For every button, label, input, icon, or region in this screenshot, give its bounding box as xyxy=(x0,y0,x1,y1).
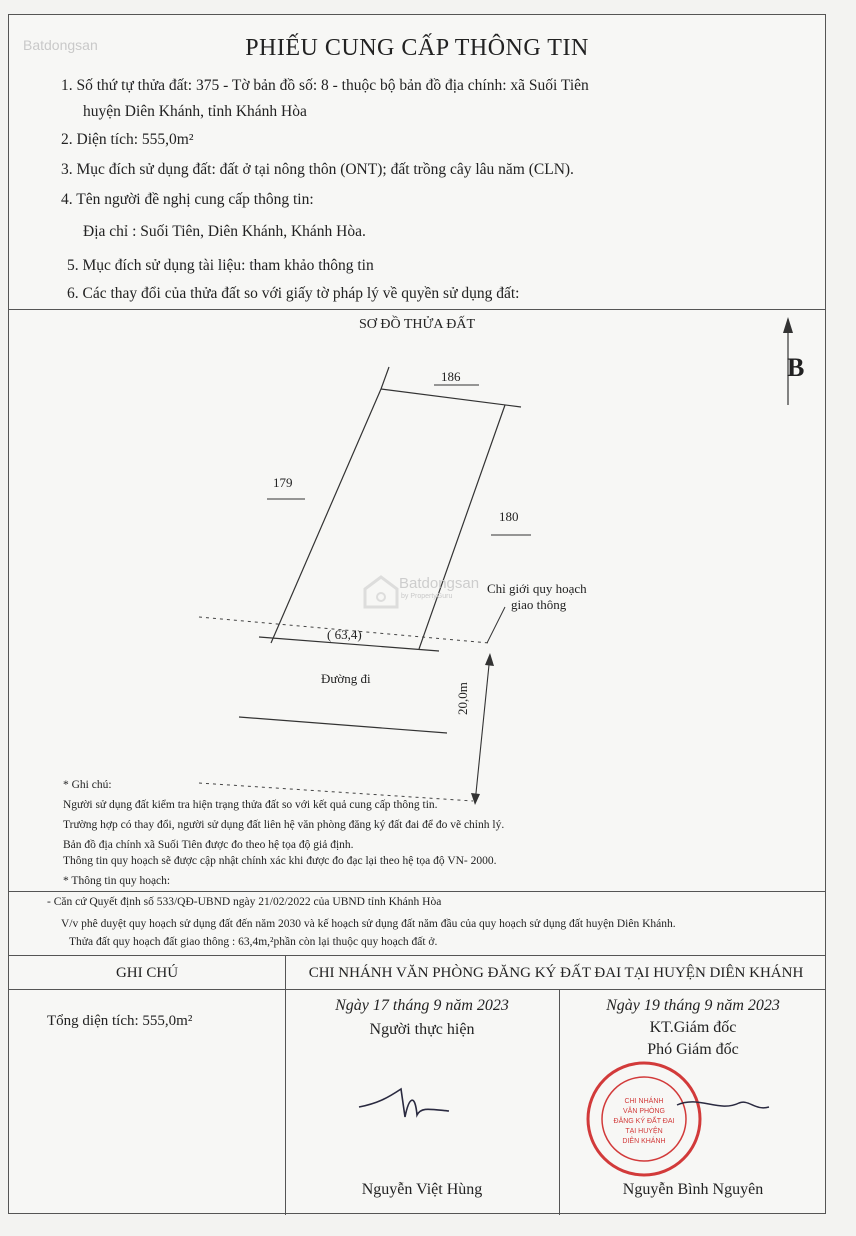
official-stamp-icon xyxy=(569,1055,809,1185)
frontage-label: ( 63,4) xyxy=(327,627,362,642)
info-line-6: 6. Các thay đổi của thửa đất so với giấy tờ pháp lý về quyền sử dụng đất: xyxy=(67,285,520,302)
parcel-right xyxy=(419,405,505,649)
svg-text:ĐĂNG KÝ ĐẤT ĐAI: ĐĂNG KÝ ĐẤT ĐAI xyxy=(613,1118,675,1125)
svg-text:DIÊN KHÁNH: DIÊN KHÁNH xyxy=(622,1138,666,1145)
document-title: PHIẾU CUNG CẤP THÔNG TIN xyxy=(245,35,589,61)
info-line-1: 1. Số thứ tự thửa đất: 375 - Tờ bản đồ số: 8 - thuộc bộ bản đồ địa chính: xã Suối Tiên xyxy=(61,77,589,94)
document-sheet xyxy=(8,14,826,1214)
footer-top-border xyxy=(9,955,825,956)
road-label: Đường đi xyxy=(321,671,371,686)
road-line xyxy=(239,717,447,733)
neighbor-parcel-186: 186 xyxy=(441,369,461,384)
neighbor-parcel-180: 180 xyxy=(499,509,519,524)
signature-performer-icon xyxy=(349,1067,469,1137)
planning-boundary-label-2: giao thông xyxy=(511,597,567,612)
ghichu-heading: GHI CHÚ xyxy=(115,965,179,981)
name-director: Nguyễn Bình Nguyên xyxy=(622,1181,764,1198)
notes-heading: * Ghi chú: xyxy=(63,779,112,791)
watermark-logo-icon xyxy=(365,577,397,607)
planning-heading: * Thông tin quy hoạch: xyxy=(63,875,171,887)
note-1: Người sử dụng đất kiểm tra hiện trạng thửa đất so với kết quả cung cấp thông tin. xyxy=(63,799,438,811)
svg-text:TẠI HUYỆN: TẠI HUYỆN xyxy=(625,1128,663,1135)
role-director-1: KT.Giám đốc xyxy=(649,1019,737,1036)
info-line-4: 4. Tên người đề nghị cung cấp thông tin: xyxy=(61,191,314,208)
note-4: Thông tin quy hoạch sẽ được cập nhật chính xác khi được đo đạc lại theo hệ tọa độ VN- 2000. xyxy=(63,855,497,867)
watermark-sub: by PropertyGuru xyxy=(401,593,453,600)
info-line-2: 2. Diện tích: 555,0m² xyxy=(61,131,194,148)
role-performer: Người thực hiện xyxy=(369,1021,475,1038)
parcel-tick xyxy=(381,367,389,389)
name-performer: Nguyễn Việt Hùng xyxy=(361,1181,483,1198)
road-width-label: 20,0m xyxy=(455,682,470,715)
info-line-5: 5. Mục đích sử dụng tài liệu: tham khảo thông tin xyxy=(67,257,374,274)
total-area: Tổng diện tích: 555,0m² xyxy=(47,1013,193,1029)
date-performer: Ngày 17 tháng 9 năm 2023 xyxy=(335,997,509,1014)
watermark-brand-center: Batdongsan xyxy=(399,575,480,592)
role-director-2: Phó Giám đốc xyxy=(647,1041,739,1058)
parcel-top xyxy=(381,389,521,407)
info-address: Địa chỉ : Suối Tiên, Diên Khánh, Khánh Hòa. xyxy=(83,223,366,240)
footer-header-border xyxy=(9,989,825,990)
north-label: B xyxy=(787,353,805,382)
note-2: Trường hợp có thay đổi, người sử dụng đất liên hệ văn phòng đăng ký đất đai để đo vẽ chỉnh lý. xyxy=(63,819,505,831)
info-line-1b: huyện Diên Khánh, tỉnh Khánh Hòa xyxy=(83,103,307,120)
planning-line-1: - Căn cứ Quyết định số 533/QĐ-UBND ngày 21/02/2022 của UBND tỉnh Khánh Hòa xyxy=(47,896,442,908)
planning-boundary-label-1: Chỉ giới quy hoạch xyxy=(487,581,587,596)
svg-text:CHI NHÁNH: CHI NHÁNH xyxy=(624,1098,664,1105)
footer-col-divider-1 xyxy=(285,955,286,1215)
parcel-diagram xyxy=(9,309,827,809)
info-line-3: 3. Mục đích sử dụng đất: đất ở tại nông thôn (ONT); đất trồng cây lâu năm (CLN). xyxy=(61,161,574,178)
planning-divider xyxy=(9,891,825,892)
planning-line-3: Thửa đất quy hoạch đất giao thông : 63,4m,²phần còn lại thuộc quy hoạch đất ở. xyxy=(69,936,438,948)
note-3: Bản đồ địa chính xã Suối Tiên được đo theo hệ tọa độ giả định. xyxy=(63,839,354,851)
leader-line xyxy=(487,607,505,643)
planning-line-2: V/v phê duyệt quy hoạch sử dụng đất đến năm 2030 và kế hoạch sử dụng đất năm đầu của quy hoạch sử dụng đất huyện Diên Khánh. xyxy=(61,918,676,930)
branch-heading: CHI NHÁNH VĂN PHÒNG ĐĂNG KÝ ĐẤT ĐAI TẠI HUYỆN DIÊN KHÁNH xyxy=(308,965,804,981)
diagram-title: SƠ ĐỒ THỬA ĐẤT xyxy=(359,317,475,332)
neighbor-parcel-179: 179 xyxy=(273,475,293,490)
date-director: Ngày 19 tháng 9 năm 2023 xyxy=(606,997,780,1014)
svg-text:VĂN PHÒNG: VĂN PHÒNG xyxy=(622,1108,666,1115)
dimension-arrow xyxy=(471,653,494,805)
watermark-brand: Batdongsan xyxy=(23,37,98,53)
